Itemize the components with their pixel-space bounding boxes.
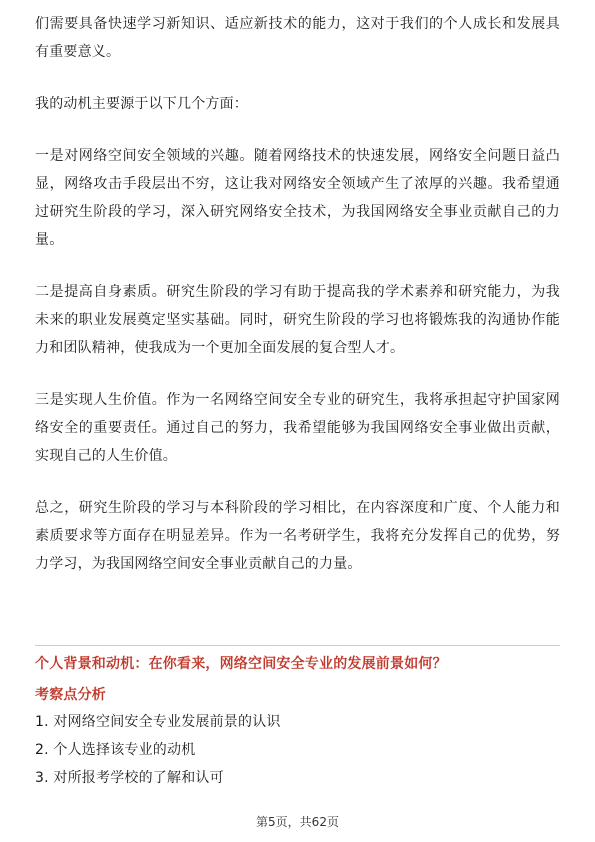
analysis-heading: 考察点分析 [35,687,106,703]
question-heading: 个人背景和动机：在你看来，网络空间安全专业的发展前景如何？ [35,656,447,672]
paragraph: 们需要具备快速学习新知识、适应新技术的能力，这对于我们的个人成长和发展具有重要意义。 [35,16,560,60]
list-item: 3. 对所报考学校的了解和认可 [35,770,224,786]
paragraph: 二是提高自身素质。研究生阶段的学习有助于提高我的学术素养和研究能力，为我未来的职业发展奠定坚实基础。同时，研究生阶段的学习也将锻炼我的沟通协作能力和团队精神，使我成为一个更加全面发展的复合型人才。 [35,284,560,356]
analysis-list [35,708,560,792]
body-text [35,10,560,578]
section-divider [35,645,560,646]
page-number: 第5页，共62页 [256,815,339,829]
list-item: 1. 对网络空间安全专业发展前景的认识 [35,714,281,730]
list-item: 2. 个人选择该专业的动机 [35,742,196,758]
paragraph: 总之，研究生阶段的学习与本科阶段的学习相比，在内容深度和广度、个人能力和素质要求等方面存在明显差异。作为一名考研学生，我将充分发挥自己的优势，努力学习，为我国网络空间安全事业贡献自己的力量。 [35,500,560,572]
paragraph: 一是对网络空间安全领域的兴趣。随着网络技术的快速发展，网络安全问题日益凸显，网络攻击手段层出不穷，这让我对网络安全领域产生了浓厚的兴趣。我希望通过研究生阶段的学习，深入研究网络安全技术，为我国网络安全事业贡献自己的力量。 [35,148,560,248]
paragraph: 三是实现人生价值。作为一名网络空间安全专业的研究生，我将承担起守护国家网络安全的重要责任。通过自己的努力，我希望能够为我国网络安全事业做出贡献，实现自己的人生价值。 [35,392,560,464]
paragraph: 我的动机主要源于以下几个方面： [35,96,248,112]
